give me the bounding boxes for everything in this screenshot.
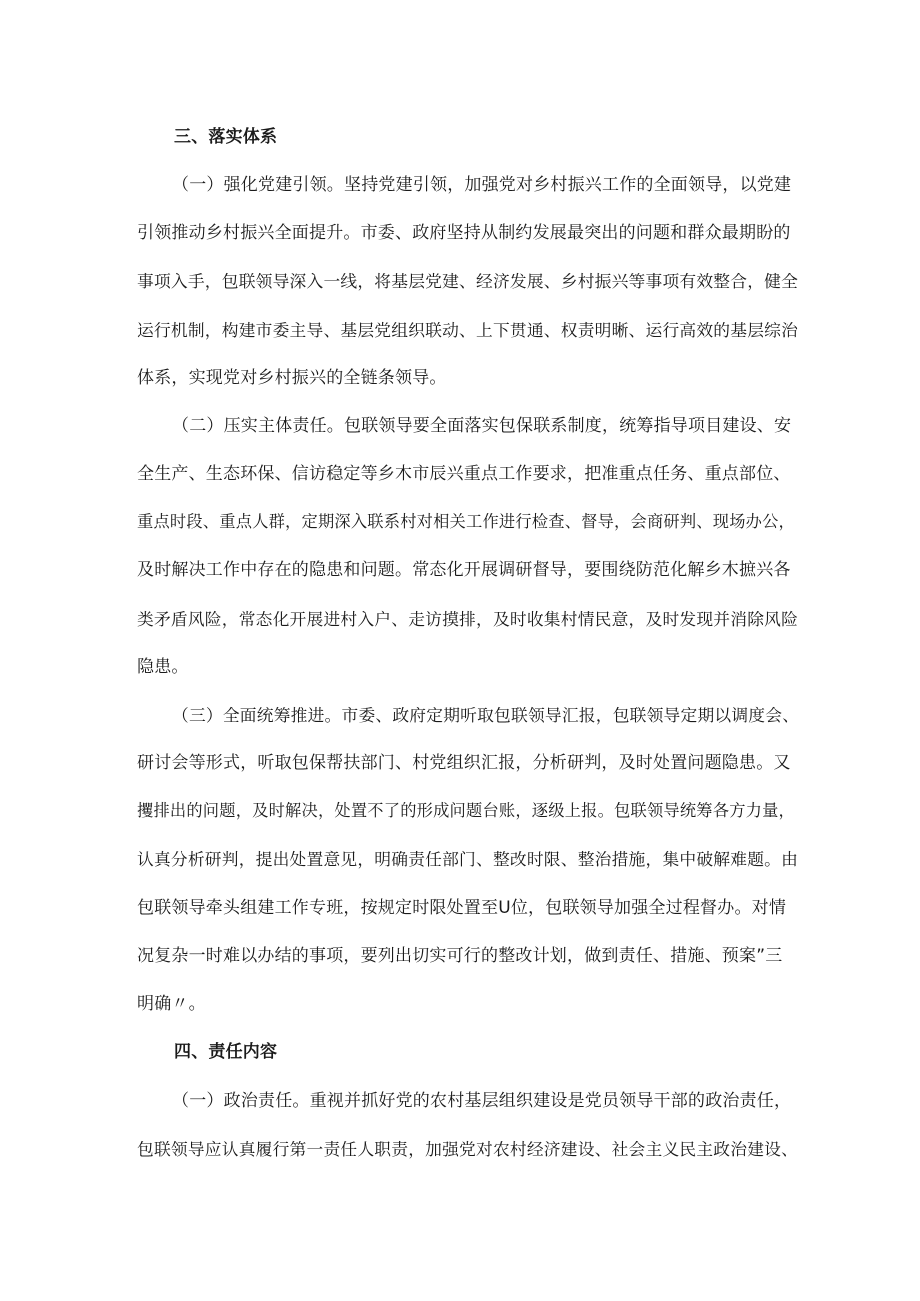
s3-p3-line-1: （三）全面统筹推进。市委、政府定期听取包联领导汇报，包联领导定期以调度会、: [172, 705, 800, 725]
s3-p2-line-1: （二）压实主体责任。包联领导要全面落实包保联系制度，统筹指导项目建设、安: [172, 416, 792, 436]
s3-p2-line-3: 重点时段、重点人群，定期深入联系村对相关工作进行检查、督导，会商研判、现场办公，: [137, 512, 795, 531]
s3-p1-line-2: 引领推动乡村振兴全面提升。市委、政府坚持从制约发展最突出的问题和群众最期盼的: [137, 223, 791, 243]
s3-p2-line-5: 类矛盾风险，常态化开展进村入户、走访摸排，及时收集村情民意，及时发现并消除风险: [137, 609, 799, 629]
s3-p1-line-4: 运行机制，构建市委主导、基层党组织联动、上下贯通、权责明晰、运行高效的基层综治: [137, 320, 799, 340]
s4-p1-line-1: （一）政治责任。重视并抓好党的农村基层组织建设是党员领导干部的政治责任，: [172, 1091, 792, 1111]
s3-p2-line-2: 全生产、生态环保、信访稳定等乡木市辰兴重点工作要求，把准重点任务、重点部位、: [137, 464, 791, 484]
s3-p1-line-3: 事项入手，包联领导深入一线，将基层党建、经济发展、乡村振兴等事项有效整合，健全: [137, 271, 799, 291]
s3-p2-line-4: 及时解决工作中存在的隐患和问题。常态化开展调研督导，要围绕防范化解乡木摭兴各: [137, 560, 791, 580]
s3-p3-line-6: 况复杂一时难以办结的事项，要列出切实可行的整改计划，做到责任、措施、预案”三: [137, 946, 783, 966]
section-4-heading: 四、责任内容: [174, 1042, 278, 1062]
s3-p1-line-1: （一）强化党建引领。坚持党建引领，加强党对乡村振兴工作的全面领导，以党建: [172, 175, 792, 195]
s3-p3-line-5: 包联领导牵头组建工作专班，按规定时限处置至U位，包联领导加强全过程督办。对情: [137, 898, 787, 918]
section-3-heading: 三、落实体系: [174, 127, 278, 147]
s3-p2-line-6: 隐患。: [137, 657, 189, 677]
s3-p3-line-7: 明确〃。: [137, 994, 206, 1014]
s4-p1-line-2: 包联领导应认真履行第一责任人职责，加强党对农村经济建设、社会主义民主政治建设、: [137, 1139, 799, 1159]
s3-p3-line-2: 研讨会等形式，听取包保帮扶部门、村党组织汇报，分析研判，及时处置问题隐患。又: [137, 753, 791, 773]
s3-p1-line-5: 体系，实现党对乡村振兴的全链条领导。: [137, 368, 447, 388]
s3-p3-line-3: 攫排出的问题，及时解决，处置不了的形成问题台账，逐级上报。包联领导统筹各方力量，: [137, 801, 795, 820]
s3-p3-line-4: 认真分析研判，提出处置意见，明确责任部门、整改时限、整治措施，集中破解难题。由: [137, 849, 799, 869]
